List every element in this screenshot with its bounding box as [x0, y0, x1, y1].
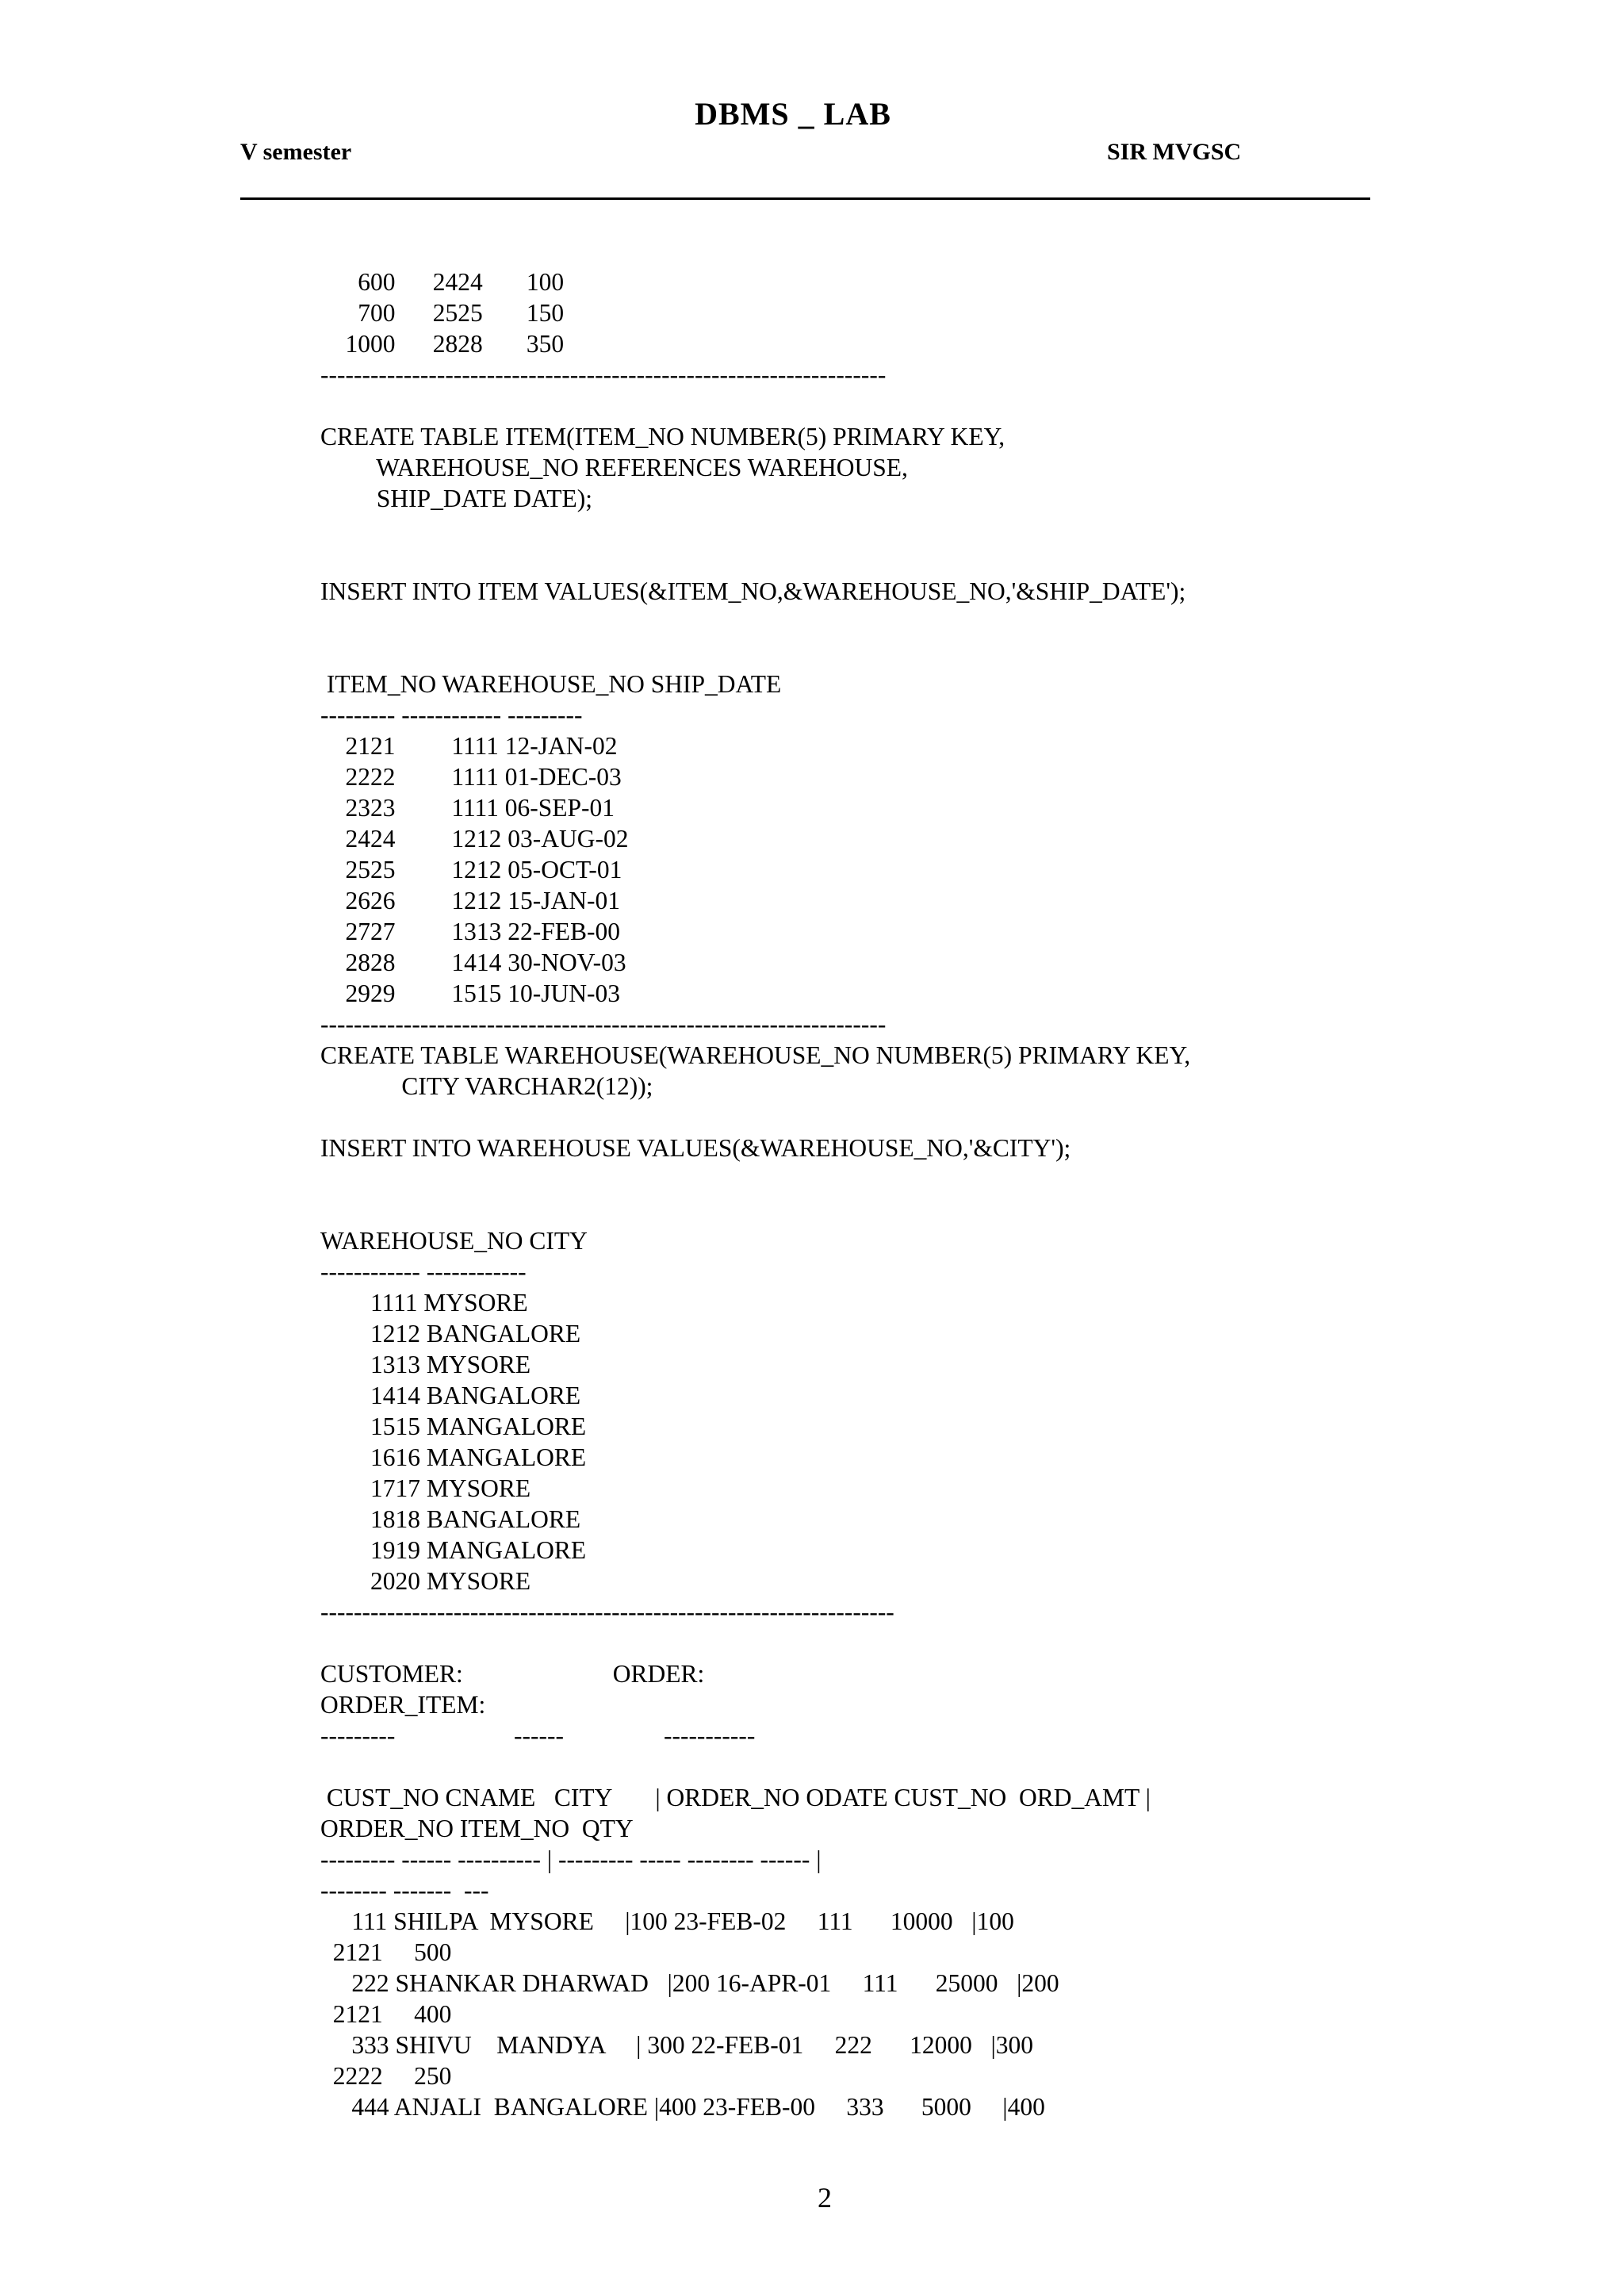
text-line: -------- ------- ---	[320, 1876, 489, 1904]
text-line: INSERT INTO WAREHOUSE VALUES(&WAREHOUSE_NO,'&CITY');	[320, 1134, 1071, 1162]
text-line: 1818 BANGALORE	[320, 1505, 581, 1533]
text-line: 2222 1111 01-DEC-03	[320, 763, 622, 791]
text-line: --------- ------ ---------- | --------- ----- -------- ------ |	[320, 1846, 822, 1873]
header-semester: V semester	[240, 139, 352, 165]
text-line: 1919 MANGALORE	[320, 1536, 587, 1564]
text-line: WAREHOUSE_NO REFERENCES WAREHOUSE,	[320, 454, 908, 481]
text-line: 1616 MANGALORE	[320, 1443, 587, 1471]
header-divider	[240, 197, 1370, 200]
text-line: CREATE TABLE ITEM(ITEM_NO NUMBER(5) PRIMARY KEY,	[320, 423, 1005, 450]
text-line: CUST_NO CNAME CITY | ORDER_NO ODATE CUST_NO ORD_AMT |	[320, 1784, 1151, 1811]
text-line: 1313 MYSORE	[320, 1351, 531, 1378]
text-line: 2121 500	[320, 1938, 452, 1966]
text-line: --------------------------------------------------------------------	[320, 361, 887, 389]
text-line: 111 SHILPA MYSORE |100 23-FEB-02 111 10000 |100	[320, 1907, 1014, 1935]
text-line: --------------------------------------------------------------------	[320, 1010, 887, 1038]
text-line: 333 SHIVU MANDYA | 300 22-FEB-01 222 12000 |300	[320, 2031, 1034, 2059]
header-institution: SIR MVGSC	[1107, 139, 1242, 165]
text-line: --------- ------ -----------	[320, 1722, 756, 1750]
text-line: CITY VARCHAR2(12));	[320, 1072, 653, 1100]
text-line: INSERT INTO ITEM VALUES(&ITEM_NO,&WAREHOUSE_NO,'&SHIP_DATE');	[320, 577, 1186, 605]
text-line: 1414 BANGALORE	[320, 1382, 581, 1409]
text-line: SHIP_DATE DATE);	[320, 485, 592, 512]
text-line: 2121 400	[320, 2000, 452, 2028]
text-line: 2323 1111 06-SEP-01	[320, 794, 615, 822]
text-line: ITEM_NO WAREHOUSE_NO SHIP_DATE	[320, 670, 782, 698]
text-line: 2525 1212 05-OCT-01	[320, 856, 622, 884]
text-line: 2626 1212 15-JAN-01	[320, 887, 620, 914]
text-line: 2121 1111 12-JAN-02	[320, 732, 618, 760]
text-line: --------- ------------ ---------	[320, 701, 583, 729]
text-line: ------------ ------------	[320, 1258, 527, 1286]
text-line: 1515 MANGALORE	[320, 1412, 587, 1440]
text-line: WAREHOUSE_NO CITY	[320, 1227, 588, 1255]
text-line: 2727 1313 22-FEB-00	[320, 918, 620, 945]
text-line: 1717 MYSORE	[320, 1474, 531, 1502]
text-line: CREATE TABLE WAREHOUSE(WAREHOUSE_NO NUMBER(5) PRIMARY KEY,	[320, 1041, 1191, 1069]
text-line: 2222 250	[320, 2062, 452, 2090]
text-line: 2424 1212 03-AUG-02	[320, 825, 629, 853]
page-number: 2	[818, 2182, 832, 2214]
text-line: ORDER_NO ITEM_NO QTY	[320, 1815, 634, 1842]
text-line: CUSTOMER: ORDER:	[320, 1660, 705, 1688]
text-line: 2020 MYSORE	[320, 1567, 531, 1595]
header-title: DBMS _ LAB	[695, 96, 891, 132]
text-line: ORDER_ITEM:	[320, 1691, 486, 1719]
text-line: 1212 BANGALORE	[320, 1320, 581, 1347]
text-line: 2828 1414 30-NOV-03	[320, 949, 626, 976]
text-line: 1111 MYSORE	[320, 1289, 528, 1317]
text-line: 700 2525 150	[320, 299, 565, 327]
text-line: 222 SHANKAR DHARWAD |200 16-APR-01 111 25000 |200	[320, 1969, 1059, 1997]
text-line: 1000 2828 350	[320, 330, 565, 358]
text-line: 600 2424 100	[320, 268, 565, 296]
text-line: 2929 1515 10-JUN-03	[320, 979, 620, 1007]
text-line: ---------------------------------------------------------------------	[320, 1598, 894, 1626]
text-line: 444 ANJALI BANGALORE |400 23-FEB-00 333 5000 |400	[320, 2093, 1045, 2121]
